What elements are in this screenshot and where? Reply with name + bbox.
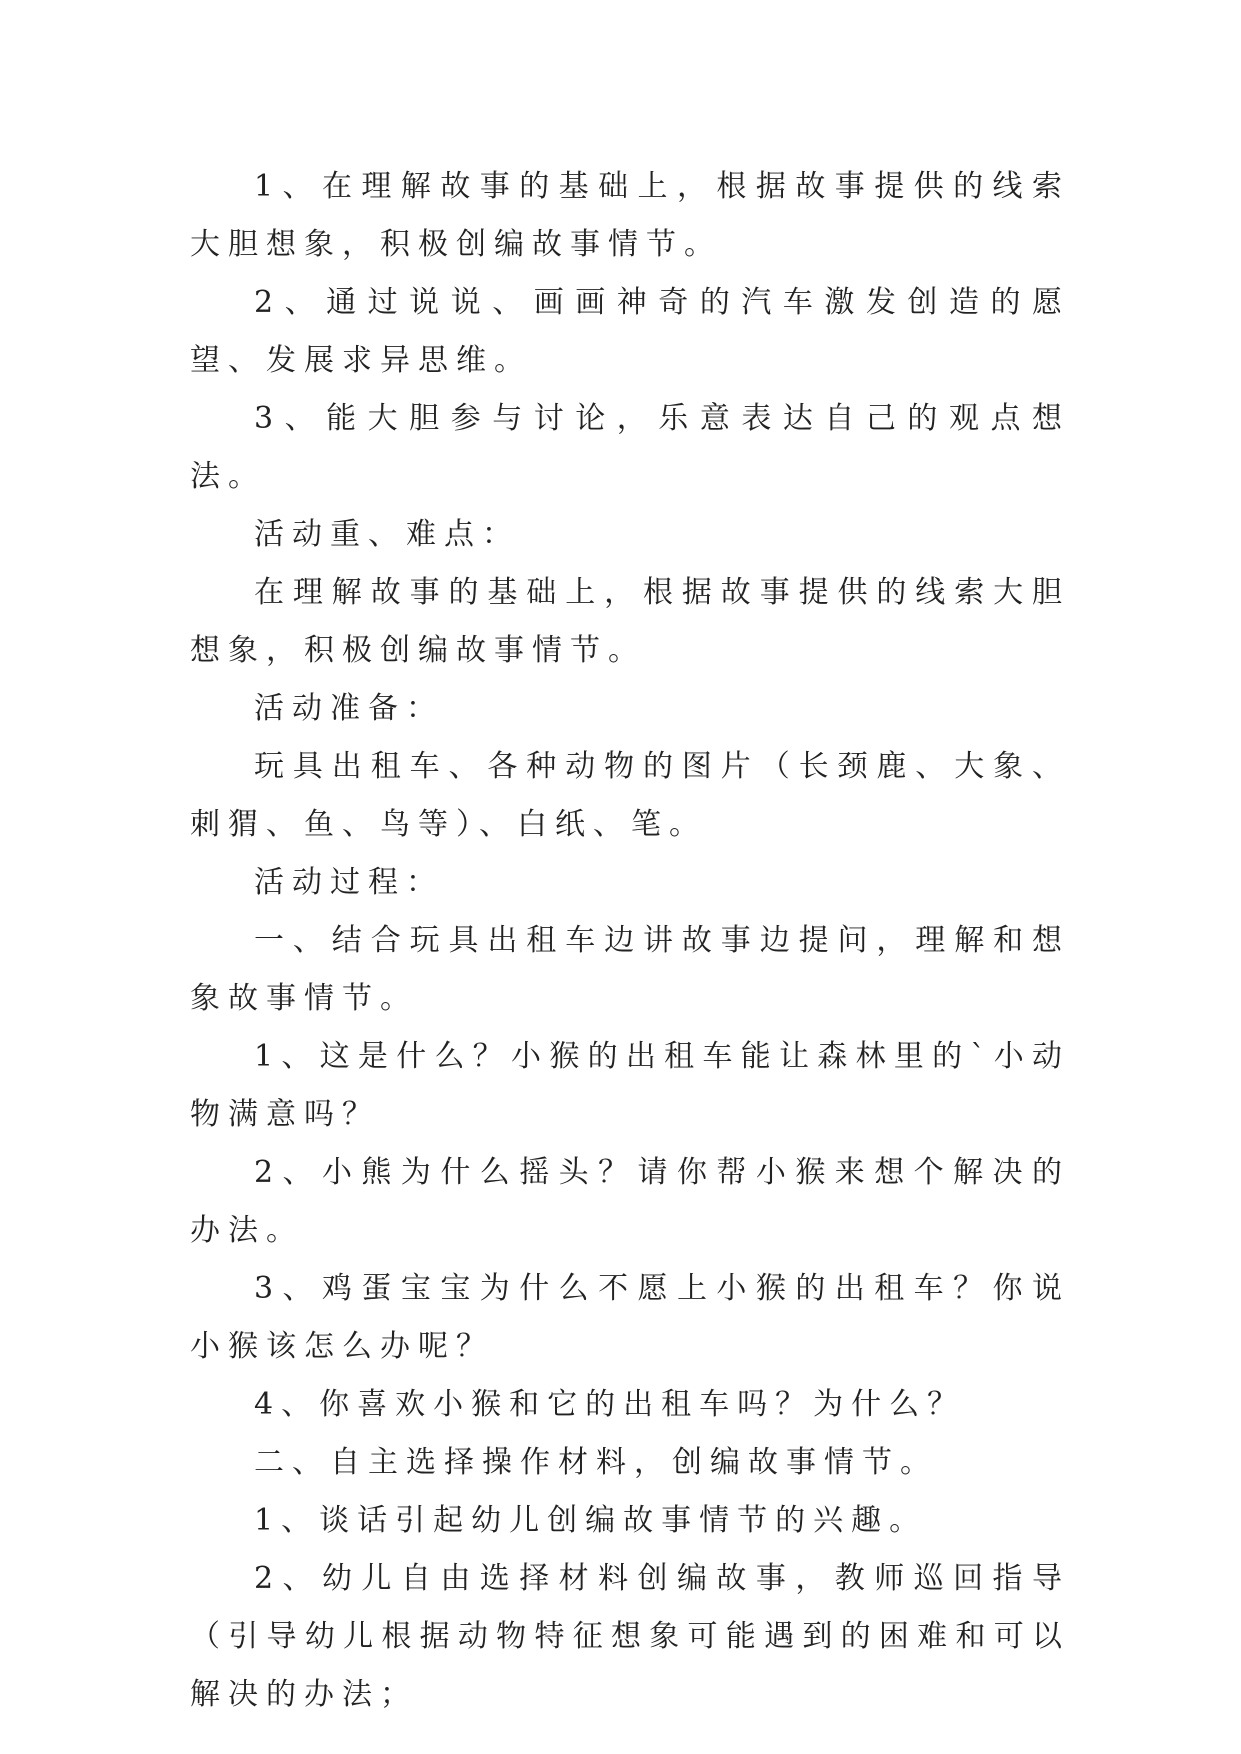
- document-body: [190, 158, 1070, 1724]
- question-4: 4、你喜欢小猴和它的出租车吗？为什么？: [254, 1387, 966, 1422]
- paragraph-key-difficulties: 在理解故事的基础上，根据故事提供的线索大胆想象，积极创编故事情节。: [190, 575, 1070, 668]
- paragraph-objective-1: 1、在理解故事的基础上，根据故事提供的线索大胆想象，积极创编故事情节。: [190, 169, 1070, 262]
- step-2: 2、幼儿自由选择材料创编故事，教师巡回指导（引导幼儿根据动物特征想象可能遇到的困难和可以解决的办法；: [190, 1561, 1070, 1712]
- paragraph-objective-3: 3、能大胆参与讨论，乐意表达自己的观点想法。: [190, 401, 1070, 494]
- question-2: 2、小熊为什么摇头？请你帮小猴来想个解决的办法。: [190, 1155, 1070, 1248]
- step-1: 1、谈话引起幼儿创编故事情节的兴趣。: [254, 1503, 928, 1538]
- question-1: 1、这是什么？小猴的出租车能让森林里的`小动物满意吗？: [190, 1039, 1070, 1132]
- heading-process: 活动过程：: [254, 865, 444, 900]
- question-3: 3、鸡蛋宝宝为什么不愿上小猴的出租车？你说小猴该怎么办呢？: [190, 1271, 1070, 1364]
- heading-key-difficulties: 活动重、难点：: [254, 517, 520, 552]
- paragraph-preparation: 玩具出租车、各种动物的图片（长颈鹿、大象、刺猬、鱼、鸟等）、白纸、笔。: [190, 749, 1070, 842]
- section-two-title: 二、自主选择操作材料，创编故事情节。: [254, 1445, 938, 1480]
- paragraph-objective-2: 2、通过说说、画画神奇的汽车激发创造的愿望、发展求异思维。: [190, 285, 1070, 378]
- heading-preparation: 活动准备：: [254, 691, 444, 726]
- section-one-title: 一、结合玩具出租车边讲故事边提问，理解和想象故事情节。: [190, 923, 1070, 1016]
